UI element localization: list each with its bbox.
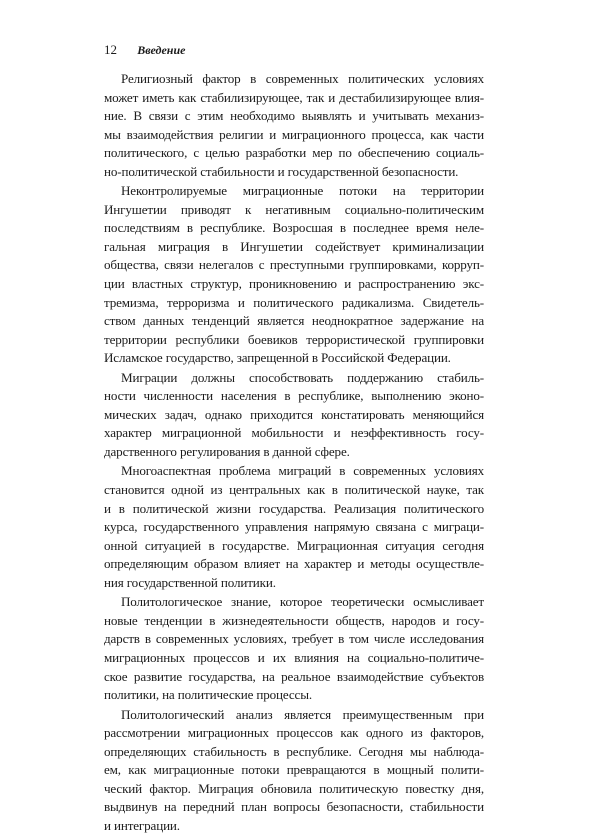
paragraph <box>104 462 484 592</box>
paragraph <box>104 706 484 836</box>
text-line: и в политической жизни государства. Реализация политического <box>104 500 484 516</box>
paragraph <box>104 70 484 181</box>
text-line: Религиозный фактор в современных политических условиях <box>121 71 484 86</box>
paragraph <box>104 593 484 704</box>
text-line: может иметь как стабилизирующее, так и дестабилизирующее влия- <box>104 89 484 105</box>
text-line: новые тенденции в жизнедеятельности обществ, народов и госу- <box>104 612 484 628</box>
section-title: Введение <box>137 43 186 57</box>
text-line: ции властных структур, проникновению и распространению экс- <box>104 276 484 292</box>
text-line: мических задач, однако приходится констатировать меняющийся <box>104 406 484 422</box>
text-line: становится одной из центральных как в политической науке, так <box>104 482 484 498</box>
text-line: общества, связи нелегалов с преступными группировками, корруп- <box>104 257 484 273</box>
text-line: онной ситуацией в государстве. Миграционная ситуация сегодня <box>104 537 484 553</box>
text-line: ское развитие государства, на реальное взаимодействие субъектов <box>104 668 484 684</box>
text-line: ческий фактор. Миграция обновила политическую повестку дня, <box>104 780 484 796</box>
text-line: миграционных процессов и их влияния на социально-политиче- <box>104 649 484 665</box>
text-line: Неконтролируемые миграционные потоки на территории <box>121 183 484 199</box>
text-line: политического, с целью разработки мер по обеспечению социаль- <box>104 145 484 161</box>
text-line: Многоаспектная проблема миграций в современных условиях <box>121 463 484 479</box>
text-line: территории республики боевиков террористической группировки <box>104 331 484 347</box>
text-line: дарств в современных условиях, требует в том числе исследования <box>104 631 484 647</box>
paragraph <box>104 182 484 367</box>
text-line: гальная миграция в Ингушетии содействует криминализации <box>104 238 484 254</box>
body-text <box>104 70 484 836</box>
text-line: ности численности населения в республике, выполнению эконо- <box>104 388 484 404</box>
text-line: определяющих стабильность в республике. Сегодня мы наблюда- <box>104 743 484 759</box>
text-line: мы взаимодействия религии и миграционного процесса, как части <box>104 126 484 142</box>
text-line: Политологическое знание, которое теоретически осмысливает <box>121 594 484 610</box>
text-line: Политологический анализ является преимущественным при <box>121 706 484 722</box>
text-line: последствиям в республике. Возросшая в последнее время нелe- <box>104 220 484 236</box>
text-line: ем, как миграционные потоки превращаются в мощный полити- <box>104 762 484 778</box>
text-line: ния государственной политики. <box>104 574 276 590</box>
paragraph <box>104 369 484 462</box>
text-line: Миграции должны способствовать поддержанию стабиль- <box>121 369 484 385</box>
running-header <box>104 42 185 58</box>
text-line: но-политической стабильности и государственной безопасности. <box>104 163 459 179</box>
page-number: 12 <box>104 42 117 57</box>
text-line: тремизма, терроризма и политического радикализма. Свидетель- <box>104 294 484 310</box>
text-line: Ингушетии приводят к негативным социально-политическим <box>104 201 484 217</box>
text-line: определяющим образом влияет на характер и методы осуществле- <box>104 556 484 572</box>
text-line: рассмотрении миграционных процессов как одного из факторов, <box>104 725 484 741</box>
text-line: ством данных тенденций является неоднократное задержание на <box>104 313 484 329</box>
text-line: ние. В связи с этим необходимо выявлять и учитывать механиз- <box>104 108 484 124</box>
text-line: политики, на политические процессы. <box>104 687 312 703</box>
text-line: выдвинув на передний план вопросы безопасности, стабильности <box>104 799 484 815</box>
text-line: характер миграционной мобильности и неэффективность госу- <box>104 425 484 441</box>
text-line: Исламское государство, запрещенной в Российской Федерации. <box>104 350 451 366</box>
text-line: курса, государственного управления напрямую связана с миграци- <box>104 519 484 535</box>
text-line: дарственного регулирования в данной сфере. <box>104 443 350 459</box>
text-line: и интеграции. <box>104 817 180 833</box>
